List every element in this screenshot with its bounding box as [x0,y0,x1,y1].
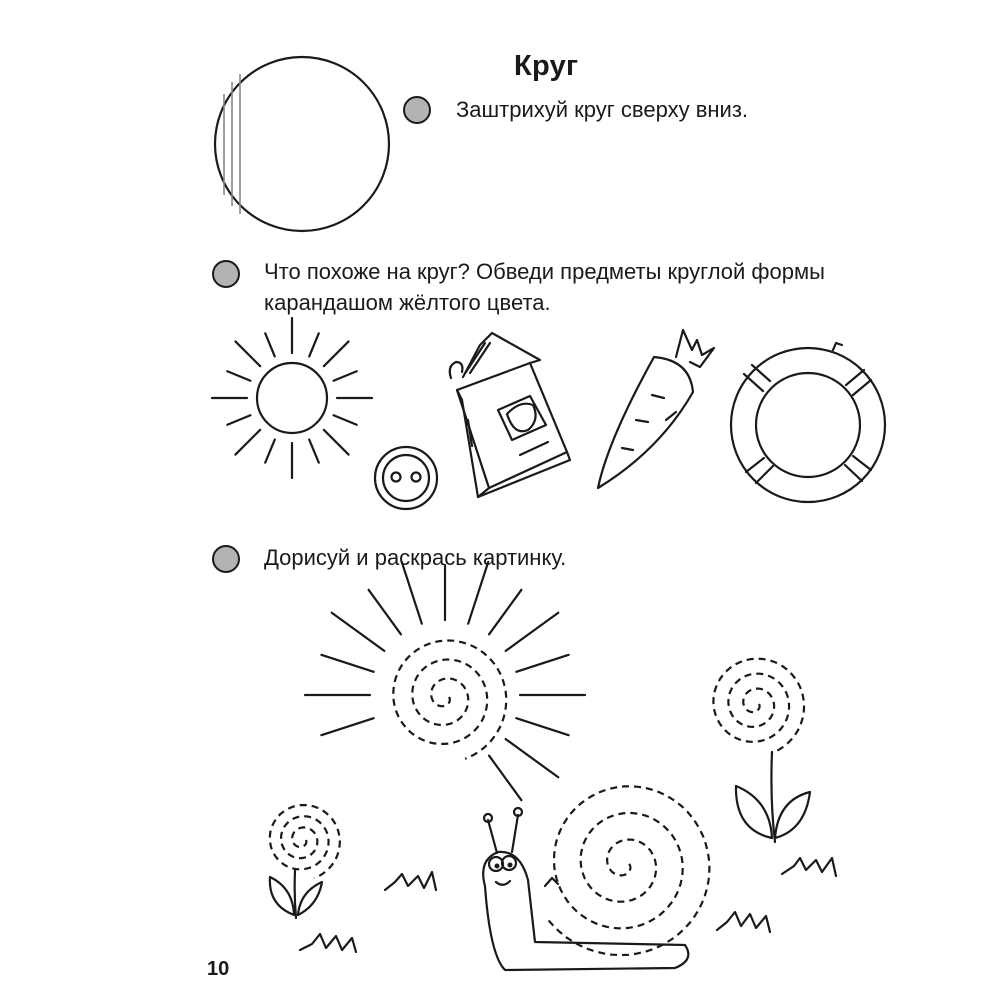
page-number: 10 [207,958,230,980]
shading-circle[interactable] [215,57,389,231]
book-icon[interactable] [450,333,570,497]
sun-ray [265,440,275,463]
sun-ray [489,756,521,800]
sun-ray [334,415,357,425]
sun-ray [235,341,260,366]
task-2-line-2: карандашом жёлтого цвета. [264,290,551,315]
task-3-text: Дорисуй и раскрась картинку. [264,545,567,570]
sun-ray [369,590,401,634]
lifebuoy-icon[interactable] [731,343,885,502]
sun-ray [516,718,568,735]
sun-ray [334,371,357,381]
sun-ray [265,333,275,356]
sun-ray [489,590,521,634]
task-2-line-1: Что похоже на круг? Обведи предметы круглой формы [264,259,825,284]
sun-ray [227,371,250,381]
sun-icon[interactable] [212,318,372,478]
sun-ray [324,341,349,366]
page-title: Круг [514,50,579,82]
sun-ray [235,430,260,455]
flower-left[interactable] [270,805,340,918]
button-icon[interactable] [375,447,437,509]
sun-ray [309,333,319,356]
sun-ray [506,739,559,777]
flower-right[interactable] [713,659,810,842]
sun-ray [227,415,250,425]
sun-ray [402,562,422,624]
sun-ray [332,613,385,651]
spiral-sun[interactable] [305,562,585,800]
sun-ray [321,718,373,735]
snail[interactable] [483,786,709,970]
sun-ray [506,613,559,651]
carrot-icon[interactable] [598,330,714,488]
task-1-text: Заштрихуй круг сверху вниз. [456,97,749,122]
sun-ray [321,655,373,672]
sun-ray [324,430,349,455]
sun-ray [516,655,568,672]
sun-ray [309,440,319,463]
sun-ray [468,562,488,624]
